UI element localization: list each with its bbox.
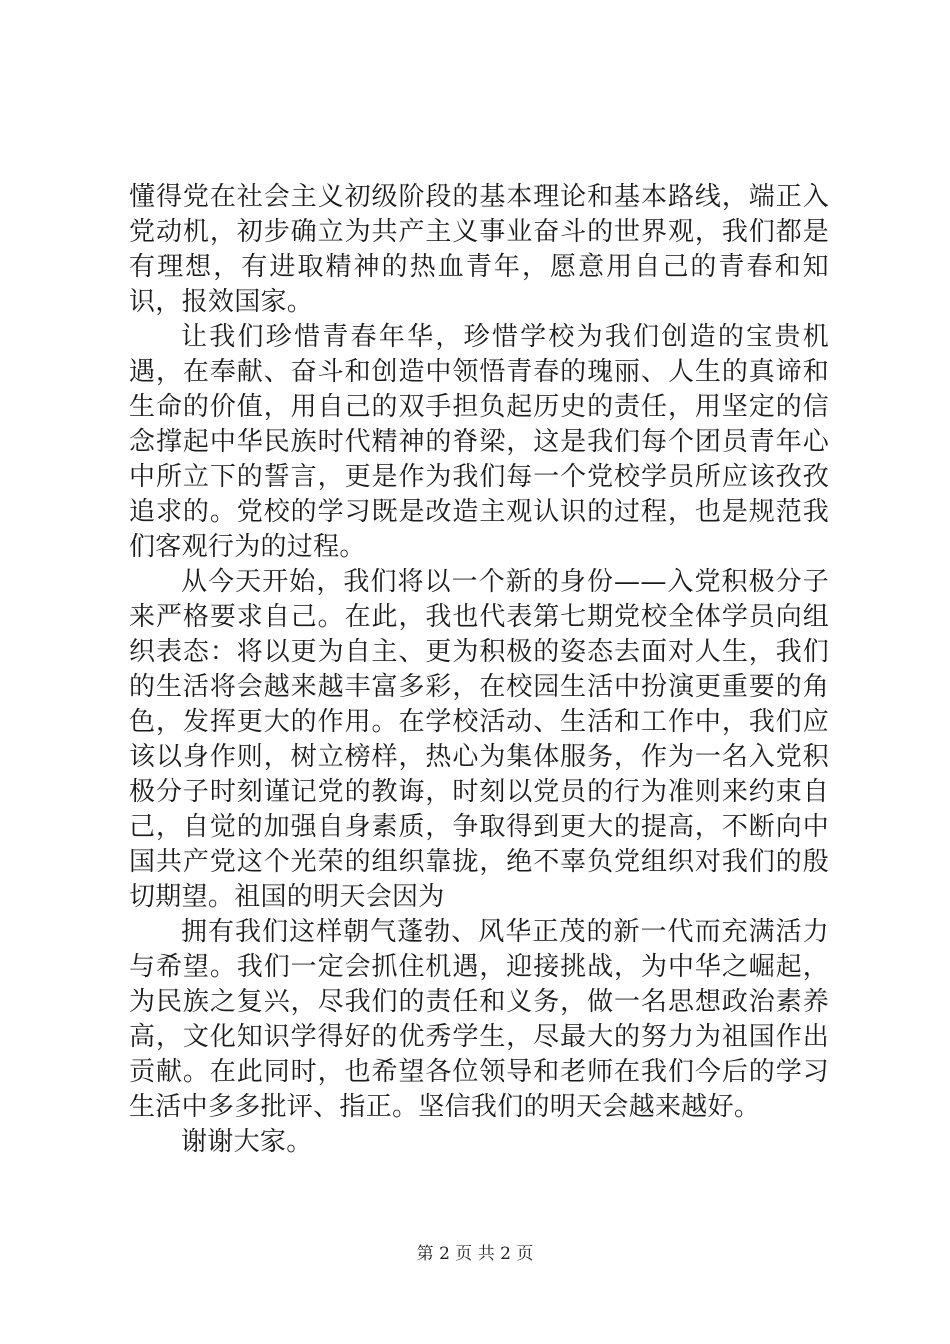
paragraph-1: 懂得党在社会主义初级阶段的基本理论和基本路线，端正入党动机，初步确立为共产主义事业奋斗的世界观，我们都是有理想，有进取精神的热血青年，愿意用自己的青春和知识，报效国家。 — [129, 182, 829, 317]
paragraph-5: 谢谢大家。 — [181, 1127, 313, 1157]
page-footer: 第 2 页 共 2 页 — [416, 1244, 534, 1264]
document-body — [129, 180, 829, 1160]
paragraph-2: 让我们珍惜青春年华，珍惜学校为我们创造的宝贵机遇，在奉献、奋斗和创造中领悟青春的瑰丽、人生的真谛和生命的价值，用自己的双手担负起历史的责任，用坚定的信念撑起中华民族时代精神的脊梁，这是我们每个团员青年心中所立下的誓言，更是作为我们每一个党校学员所应该孜孜追求的。党校的学习既是改造主观认识的过程，也是规范我们客观行为的过程。 — [129, 322, 829, 562]
paragraph-4: 拥有我们这样朝气蓬勃、风华正茂的新一代而充满活力与希望。我们一定会抓住机遇，迎接挑战，为中华之崛起，为民族之复兴，尽我们的责任和义务，做一名思想政治素养高，文化知识学得好的优秀学生，尽最大的努力为祖国作出贡献。在此同时，也希望各位领导和老师在我们今后的学习生活中多多批评、指正。坚信我们的明天会越来越好。 — [129, 917, 829, 1122]
paragraph-3: 从今天开始，我们将以一个新的身份——入党积极分子来严格要求自己。在此，我也代表第七期党校全体学员向组织表态：将以更为自主、更为积极的姿态去面对人生，我们的生活将会越来越丰富多彩，在校园生活中扮演更重要的角色，发挥更大的作用。在学校活动、生活和工作中，我们应该以身作则，树立榜样，热心为集体服务，作为一名入党积极分子时刻谨记党的教诲，时刻以党员的行为准则来约束自己，自觉的加强自身素质，争取得到更大的提高，不断向中国共产党这个光荣的组织靠拢，绝不辜负党组织对我们的殷切期望。祖国的明天会因为 — [129, 567, 829, 912]
